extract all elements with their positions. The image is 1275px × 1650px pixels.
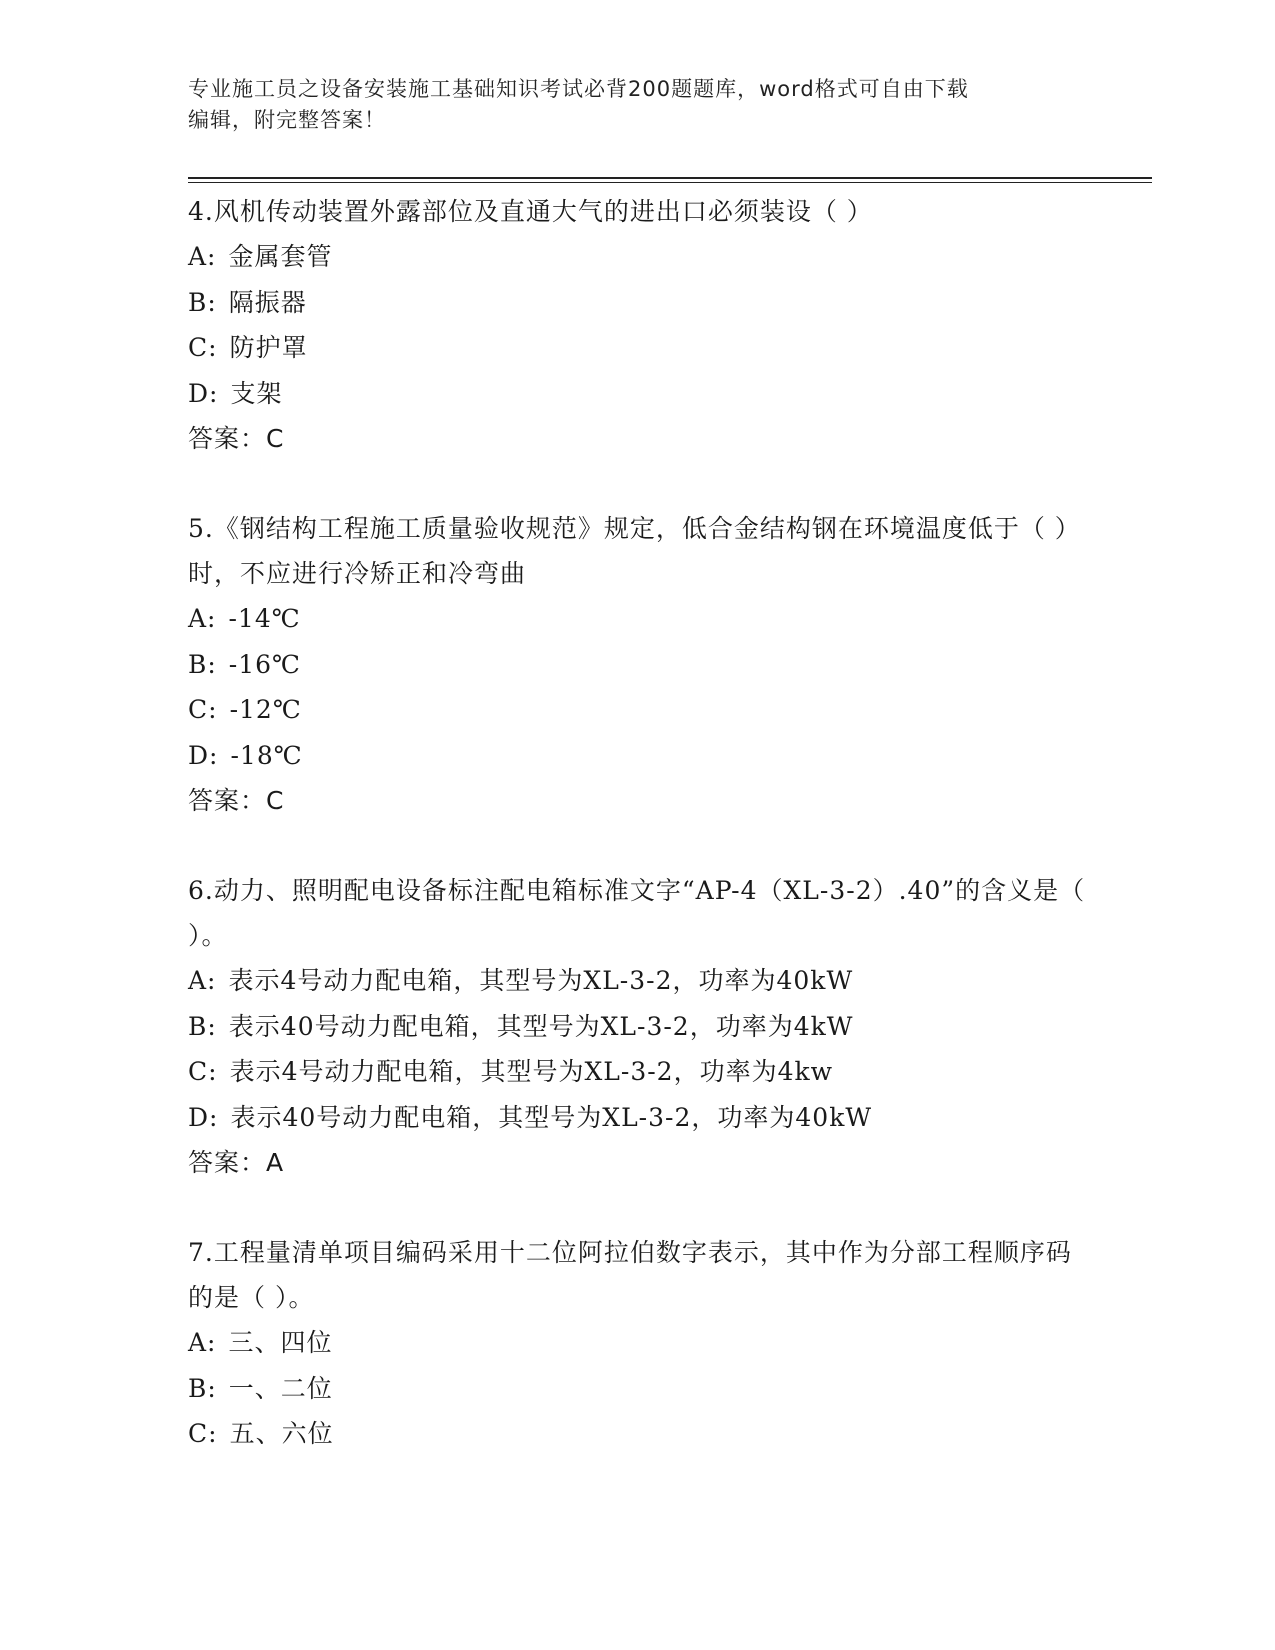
question-text: 4.风机传动装置外露部位及直通大气的进出口必须装设（ ） — [188, 197, 873, 226]
option-label: B: — [188, 287, 217, 317]
option-label: D: — [188, 378, 219, 408]
header-divider-thick — [188, 177, 1152, 179]
option-c — [188, 1411, 1088, 1457]
option-text: -14℃ — [228, 604, 301, 633]
option-text: 支架 — [230, 378, 283, 408]
question-text: 6.动力、照明配电设备标注配电箱标准文字“AP-4（XL-3-2）.40”的含义是（ ）。 — [188, 876, 1086, 950]
option-label: B: — [188, 1373, 217, 1403]
option-label: C: — [188, 333, 218, 362]
option-a — [188, 234, 1088, 280]
option-c — [188, 1049, 1088, 1095]
option-text: 表示40号动力配电箱，其型号为XL-3-2，功率为40kW — [230, 1102, 873, 1132]
option-b — [188, 1366, 1088, 1412]
question-item — [188, 189, 1088, 461]
option-label: A: — [188, 604, 217, 633]
option-label: B: — [188, 649, 217, 679]
option-text: 隔振器 — [228, 287, 307, 317]
header-line-1: 专业施工员之设备安装施工基础知识考试必背200题题库，word格式可自由下载 — [188, 77, 969, 101]
option-b — [188, 642, 1088, 688]
option-label: B: — [188, 1011, 217, 1041]
question-item — [188, 1230, 1088, 1457]
option-d — [188, 733, 1088, 779]
option-c — [188, 325, 1088, 371]
document-header — [188, 74, 1088, 136]
option-label: C: — [188, 1057, 218, 1086]
option-d — [188, 371, 1088, 417]
option-b — [188, 1004, 1088, 1050]
question-text: 7.工程量清单项目编码采用十二位阿拉伯数字表示，其中作为分部工程顺序码的是（ ）。 — [188, 1238, 1072, 1312]
option-text: -18℃ — [230, 740, 303, 770]
answer-line: 答案：A — [188, 1148, 285, 1177]
answer-line: 答案：C — [188, 786, 285, 815]
header-line-2: 编辑，附完整答案！ — [188, 108, 386, 132]
option-a — [188, 958, 1088, 1004]
option-c — [188, 687, 1088, 733]
option-text: 一、二位 — [228, 1373, 333, 1403]
header-divider-thin — [188, 182, 1152, 183]
option-text: 防护罩 — [229, 333, 308, 362]
option-label: A: — [188, 1328, 217, 1357]
option-label: D: — [188, 1102, 219, 1132]
option-a — [188, 596, 1088, 642]
option-label: C: — [188, 1419, 218, 1448]
option-label: C: — [188, 695, 218, 724]
option-text: 表示4号动力配电箱，其型号为XL-3-2，功率为4kw — [229, 1057, 834, 1086]
option-text: 表示40号动力配电箱，其型号为XL-3-2，功率为4kW — [228, 1011, 854, 1041]
question-text: 5.《钢结构工程施工质量验收规范》规定，低合金结构钢在环境温度低于（ ）时，不应进行冷矫正和冷弯曲 — [188, 514, 1081, 588]
option-d — [188, 1095, 1088, 1141]
answer-line: 答案：C — [188, 424, 285, 453]
option-label: A: — [188, 966, 217, 995]
option-label: A: — [188, 242, 217, 271]
question-item — [188, 868, 1088, 1185]
option-label: D: — [188, 740, 219, 770]
option-b — [188, 280, 1088, 326]
option-text: 金属套管 — [228, 242, 333, 271]
option-text: 五、六位 — [229, 1419, 334, 1448]
option-text: -12℃ — [229, 695, 302, 724]
question-list — [188, 189, 1088, 1502]
option-a — [188, 1320, 1088, 1366]
option-text: 三、四位 — [228, 1328, 333, 1357]
option-text: 表示4号动力配电箱，其型号为XL-3-2，功率为40kW — [228, 966, 854, 995]
question-item — [188, 506, 1088, 823]
option-text: -16℃ — [228, 649, 302, 679]
